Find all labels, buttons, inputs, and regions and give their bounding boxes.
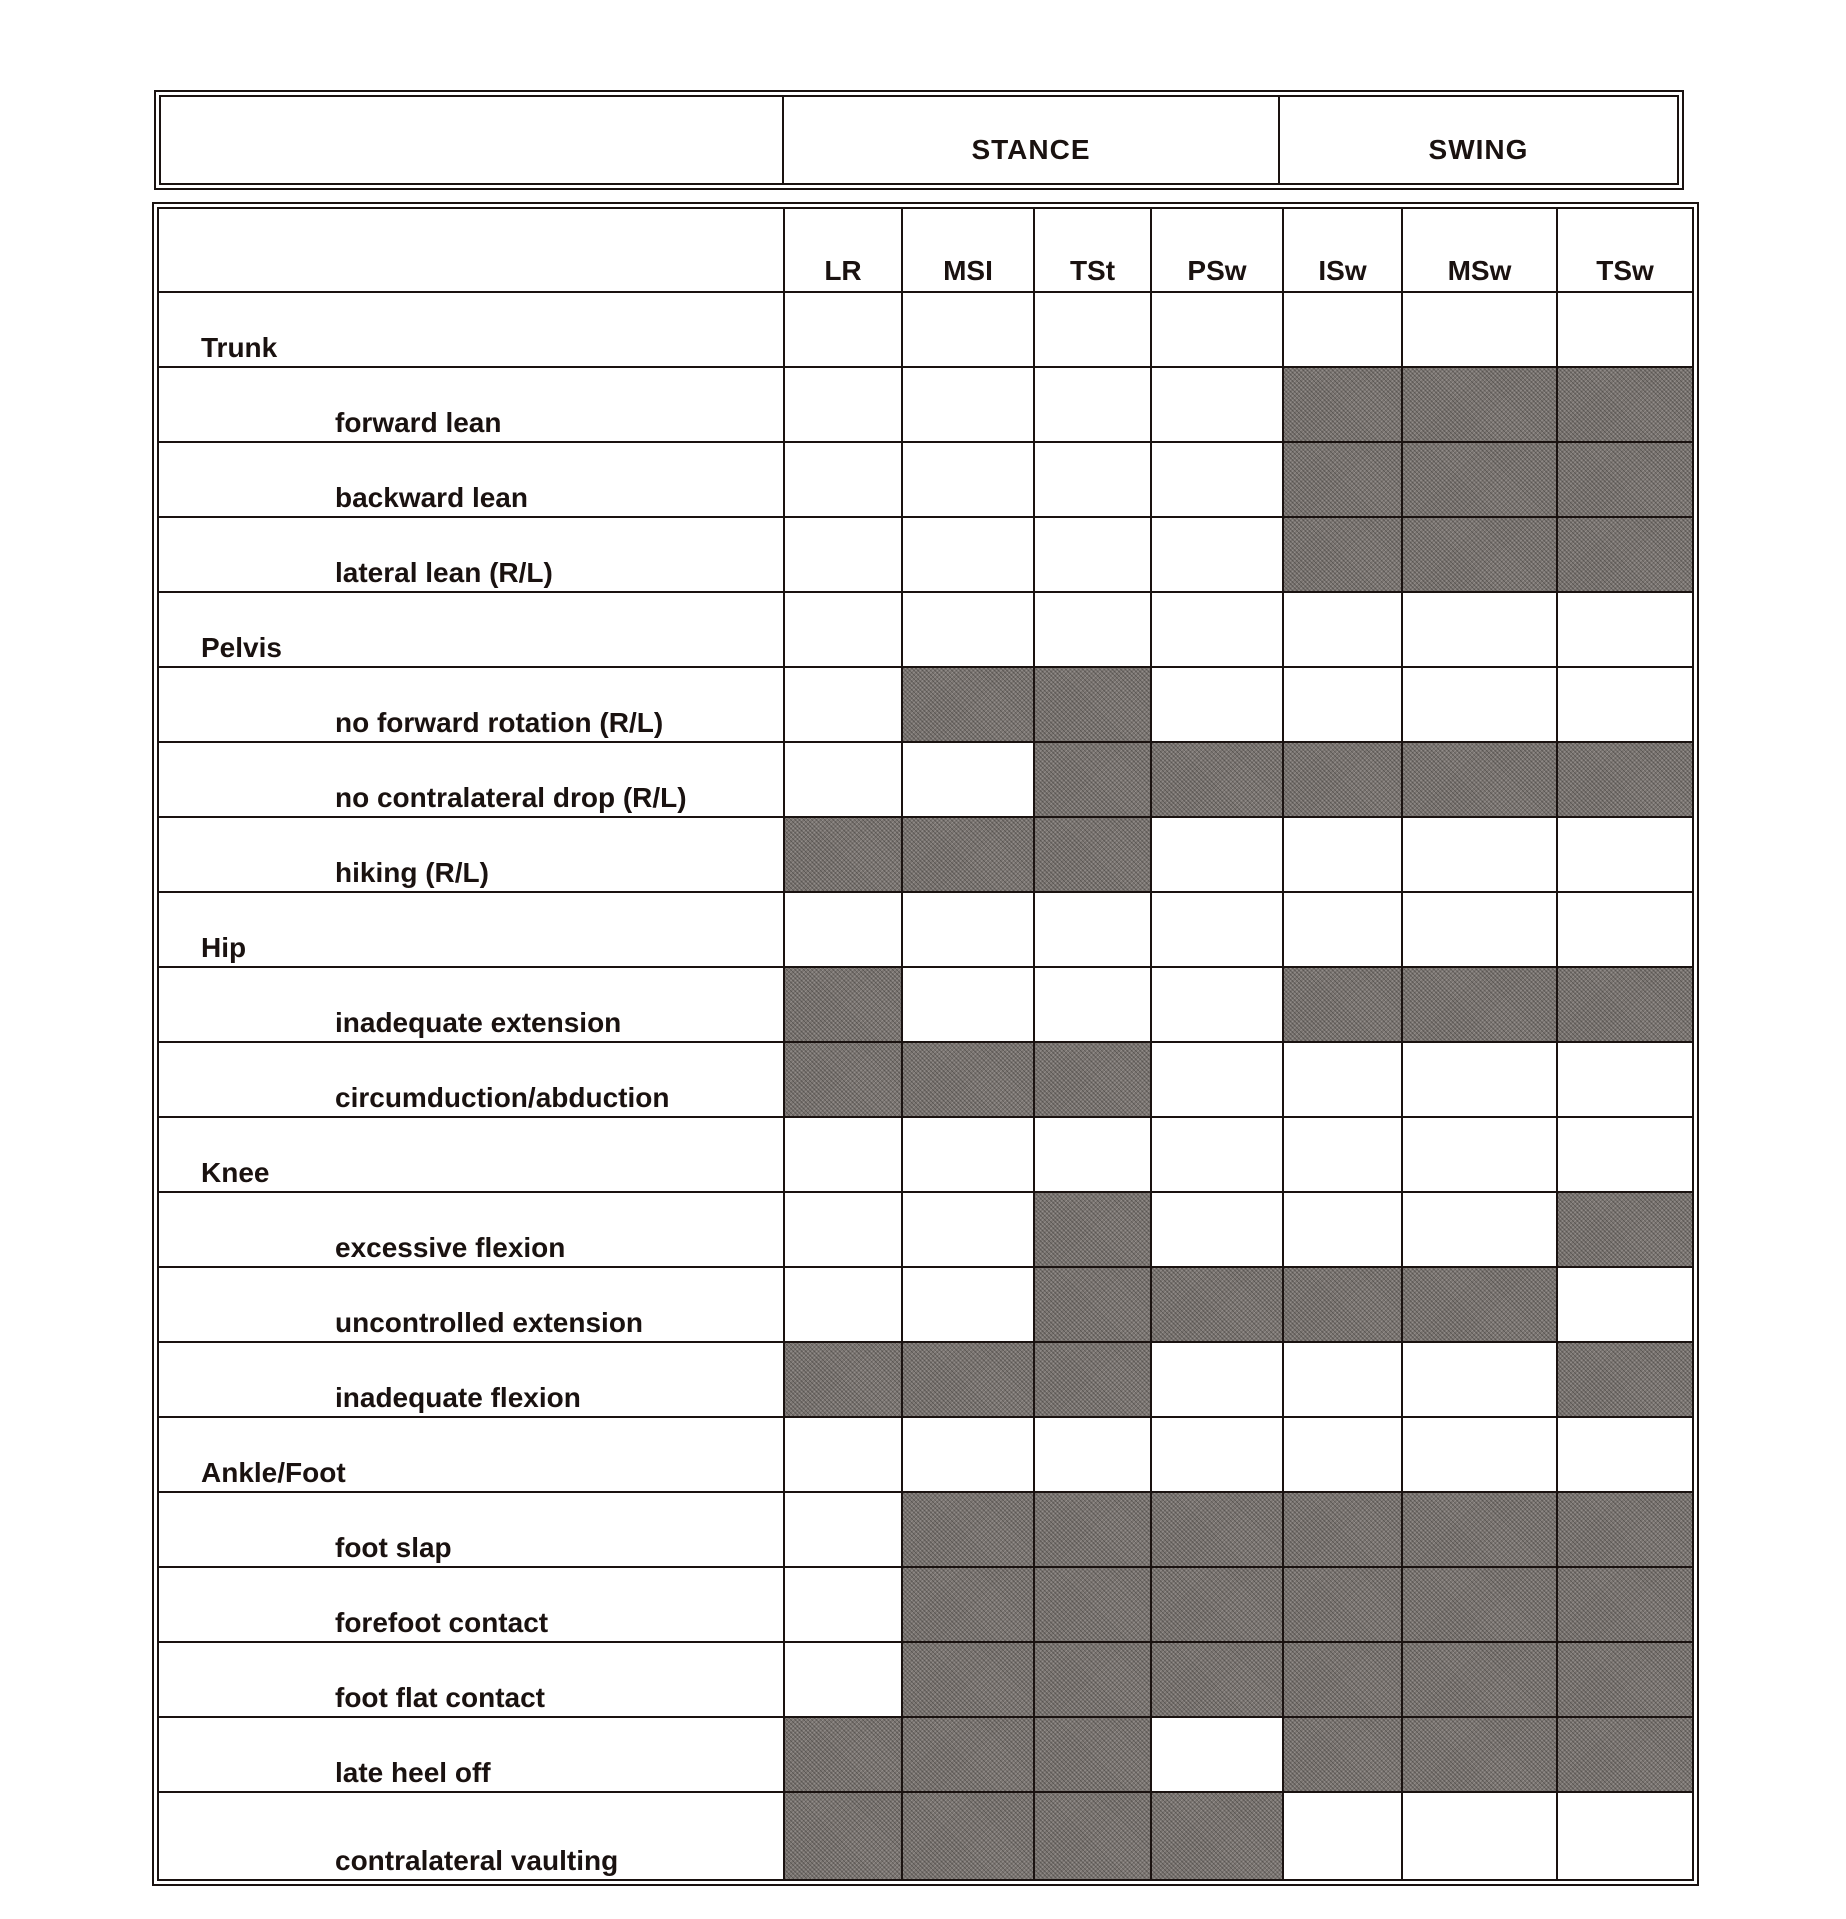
shaded-cell [1283, 1567, 1402, 1642]
empty-cell [1034, 442, 1151, 517]
shaded-cell [1557, 1342, 1692, 1417]
shaded-cell [784, 1792, 902, 1879]
shaded-cell [1034, 742, 1151, 817]
shaded-cell [902, 1792, 1034, 1879]
empty-cell [1283, 667, 1402, 742]
empty-cell [1151, 1342, 1283, 1417]
shaded-cell [784, 817, 902, 892]
shaded-cell [1557, 1567, 1692, 1642]
empty-cell [1557, 667, 1692, 742]
shaded-cell [1283, 1267, 1402, 1342]
empty-cell [1283, 817, 1402, 892]
empty-cell [784, 1192, 902, 1267]
empty-cell [1034, 592, 1151, 667]
column-header-isw: ISw [1283, 209, 1402, 292]
row-label: uncontrolled extension [159, 1267, 784, 1342]
shaded-cell [1034, 1042, 1151, 1117]
column-header-msi: MSI [902, 209, 1034, 292]
table-row [159, 442, 1692, 517]
empty-cell [1557, 1042, 1692, 1117]
empty-cell [902, 967, 1034, 1042]
table-row [159, 1567, 1692, 1642]
empty-cell [902, 742, 1034, 817]
table-row [159, 1342, 1692, 1417]
shaded-cell [784, 1342, 902, 1417]
shaded-cell [1283, 1642, 1402, 1717]
empty-cell [784, 592, 902, 667]
empty-cell [902, 1117, 1034, 1192]
empty-cell [1151, 1042, 1283, 1117]
empty-cell [1557, 1792, 1692, 1879]
empty-cell [1151, 967, 1283, 1042]
empty-cell [902, 892, 1034, 967]
table-row [159, 367, 1692, 442]
header-blank-cell [161, 97, 784, 183]
shaded-cell [1283, 442, 1402, 517]
column-header-psw: PSw [1151, 209, 1283, 292]
shaded-cell [1557, 742, 1692, 817]
empty-cell [902, 367, 1034, 442]
shaded-cell [1402, 742, 1557, 817]
shaded-cell [1034, 1267, 1151, 1342]
empty-cell [1283, 1792, 1402, 1879]
empty-cell [1151, 517, 1283, 592]
category-row [159, 1117, 1692, 1192]
row-label: excessive flexion [159, 1192, 784, 1267]
shaded-cell [1034, 1792, 1151, 1879]
shaded-cell [1402, 517, 1557, 592]
empty-cell [1151, 667, 1283, 742]
shaded-cell [1402, 1567, 1557, 1642]
column-header-lr: LR [784, 209, 902, 292]
category-row [159, 592, 1692, 667]
shaded-cell [1402, 367, 1557, 442]
empty-cell [902, 517, 1034, 592]
empty-cell [1402, 1417, 1557, 1492]
shaded-cell [1557, 442, 1692, 517]
empty-cell [902, 292, 1034, 367]
shaded-cell [1151, 1792, 1283, 1879]
row-label: Knee [159, 1117, 784, 1192]
shaded-cell [1034, 1642, 1151, 1717]
shaded-cell [1402, 1642, 1557, 1717]
empty-cell [902, 1417, 1034, 1492]
empty-cell [1402, 292, 1557, 367]
empty-cell [902, 592, 1034, 667]
empty-cell [1283, 592, 1402, 667]
empty-cell [1283, 1042, 1402, 1117]
shaded-cell [902, 1042, 1034, 1117]
empty-cell [1151, 292, 1283, 367]
column-header-row [159, 209, 1692, 292]
shaded-cell [1151, 742, 1283, 817]
empty-cell [1402, 1342, 1557, 1417]
category-row [159, 892, 1692, 967]
empty-cell [1402, 592, 1557, 667]
empty-cell [1283, 1117, 1402, 1192]
table-row [159, 517, 1692, 592]
empty-cell [1151, 1117, 1283, 1192]
shaded-cell [784, 1717, 902, 1792]
shaded-cell [1402, 967, 1557, 1042]
empty-cell [1151, 817, 1283, 892]
row-label: lateral lean (R/L) [159, 517, 784, 592]
empty-cell [1151, 1192, 1283, 1267]
empty-cell [784, 1117, 902, 1192]
shaded-cell [1034, 1342, 1151, 1417]
row-label: inadequate extension [159, 967, 784, 1042]
empty-cell [1557, 1117, 1692, 1192]
shaded-cell [902, 817, 1034, 892]
empty-cell [1283, 1192, 1402, 1267]
empty-cell [1557, 1417, 1692, 1492]
shaded-cell [902, 1642, 1034, 1717]
row-label: forward lean [159, 367, 784, 442]
empty-cell [1151, 892, 1283, 967]
shaded-cell [902, 1342, 1034, 1417]
shaded-cell [1034, 1492, 1151, 1567]
stance-header: STANCE [784, 97, 1280, 183]
row-label: hiking (R/L) [159, 817, 784, 892]
row-label: Hip [159, 892, 784, 967]
empty-cell [1283, 292, 1402, 367]
empty-cell [1402, 817, 1557, 892]
empty-cell [902, 1267, 1034, 1342]
row-label: Ankle/Foot [159, 1417, 784, 1492]
shaded-cell [1557, 967, 1692, 1042]
empty-cell [1151, 442, 1283, 517]
shaded-cell [1557, 1642, 1692, 1717]
row-label: forefoot contact [159, 1567, 784, 1642]
row-label: contralateral vaulting [159, 1792, 784, 1879]
table-row [159, 1492, 1692, 1567]
empty-cell [1034, 967, 1151, 1042]
gait-deviation-table [152, 202, 1699, 1886]
shaded-cell [1151, 1642, 1283, 1717]
empty-cell [784, 517, 902, 592]
row-label: foot flat contact [159, 1642, 784, 1717]
empty-cell [1034, 517, 1151, 592]
empty-cell [1557, 817, 1692, 892]
shaded-cell [784, 967, 902, 1042]
shaded-cell [1402, 1267, 1557, 1342]
empty-cell [784, 742, 902, 817]
shaded-cell [902, 1492, 1034, 1567]
table-row [159, 1192, 1692, 1267]
empty-cell [784, 667, 902, 742]
table-row [159, 1042, 1692, 1117]
shaded-cell [1034, 1567, 1151, 1642]
empty-cell [902, 1192, 1034, 1267]
shaded-cell [1283, 742, 1402, 817]
column-header-tsw: TSw [1557, 209, 1692, 292]
empty-cell [784, 1492, 902, 1567]
table-row [159, 1717, 1692, 1792]
row-label: Pelvis [159, 592, 784, 667]
shaded-cell [1402, 1717, 1557, 1792]
empty-cell [784, 892, 902, 967]
empty-cell [1034, 367, 1151, 442]
category-row [159, 1417, 1692, 1492]
empty-cell [784, 442, 902, 517]
shaded-cell [1283, 967, 1402, 1042]
empty-cell [1557, 1267, 1692, 1342]
shaded-cell [1034, 817, 1151, 892]
shaded-cell [1151, 1567, 1283, 1642]
shaded-cell [1283, 1492, 1402, 1567]
swing-header: SWING [1428, 134, 1529, 165]
empty-cell [1034, 292, 1151, 367]
empty-cell [1034, 1417, 1151, 1492]
table-row [159, 1792, 1692, 1879]
row-label: inadequate flexion [159, 1342, 784, 1417]
row-label: backward lean [159, 442, 784, 517]
shaded-cell [902, 1717, 1034, 1792]
column-header-blank [159, 209, 784, 292]
shaded-cell [1557, 367, 1692, 442]
empty-cell [1402, 1117, 1557, 1192]
table-row [159, 817, 1692, 892]
shaded-cell [1034, 1717, 1151, 1792]
table-row [159, 1642, 1692, 1717]
column-header-msw: MSw [1402, 209, 1557, 292]
shaded-cell [1151, 1492, 1283, 1567]
empty-cell [1402, 1042, 1557, 1117]
empty-cell [784, 1567, 902, 1642]
empty-cell [1151, 1717, 1283, 1792]
empty-cell [1034, 1117, 1151, 1192]
empty-cell [1557, 592, 1692, 667]
table-row [159, 667, 1692, 742]
table-row [159, 742, 1692, 817]
row-label: circumduction/abduction [159, 1042, 784, 1117]
shaded-cell [1402, 1492, 1557, 1567]
shaded-cell [1557, 1717, 1692, 1792]
empty-cell [1402, 1192, 1557, 1267]
empty-cell [1034, 892, 1151, 967]
shaded-cell [1034, 1192, 1151, 1267]
row-label: no forward rotation (R/L) [159, 667, 784, 742]
empty-cell [1557, 892, 1692, 967]
empty-cell [784, 1642, 902, 1717]
empty-cell [1402, 892, 1557, 967]
row-label: late heel off [159, 1717, 784, 1792]
empty-cell [1151, 1417, 1283, 1492]
empty-cell [1402, 1792, 1557, 1879]
empty-cell [1151, 367, 1283, 442]
table-row [159, 967, 1692, 1042]
row-label: Trunk [159, 292, 784, 367]
shaded-cell [1283, 1717, 1402, 1792]
shaded-cell [1283, 517, 1402, 592]
empty-cell [902, 442, 1034, 517]
shaded-cell [1402, 442, 1557, 517]
empty-cell [784, 1417, 902, 1492]
shaded-cell [1034, 667, 1151, 742]
shaded-cell [902, 1567, 1034, 1642]
category-row [159, 292, 1692, 367]
shaded-cell [1557, 1492, 1692, 1567]
shaded-cell [1151, 1267, 1283, 1342]
empty-cell [784, 367, 902, 442]
column-header-tst: TSt [1034, 209, 1151, 292]
empty-cell [1283, 892, 1402, 967]
empty-cell [1557, 292, 1692, 367]
shaded-cell [1283, 367, 1402, 442]
shaded-cell [1557, 1192, 1692, 1267]
empty-cell [784, 292, 902, 367]
empty-cell [784, 1267, 902, 1342]
empty-cell [1283, 1342, 1402, 1417]
empty-cell [1402, 667, 1557, 742]
shaded-cell [784, 1042, 902, 1117]
shaded-cell [902, 667, 1034, 742]
empty-cell [1283, 1417, 1402, 1492]
row-label: no contralateral drop (R/L) [159, 742, 784, 817]
shaded-cell [1557, 517, 1692, 592]
table-row [159, 1267, 1692, 1342]
empty-cell [1151, 592, 1283, 667]
phase-header [154, 90, 1684, 190]
row-label: foot slap [159, 1492, 784, 1567]
